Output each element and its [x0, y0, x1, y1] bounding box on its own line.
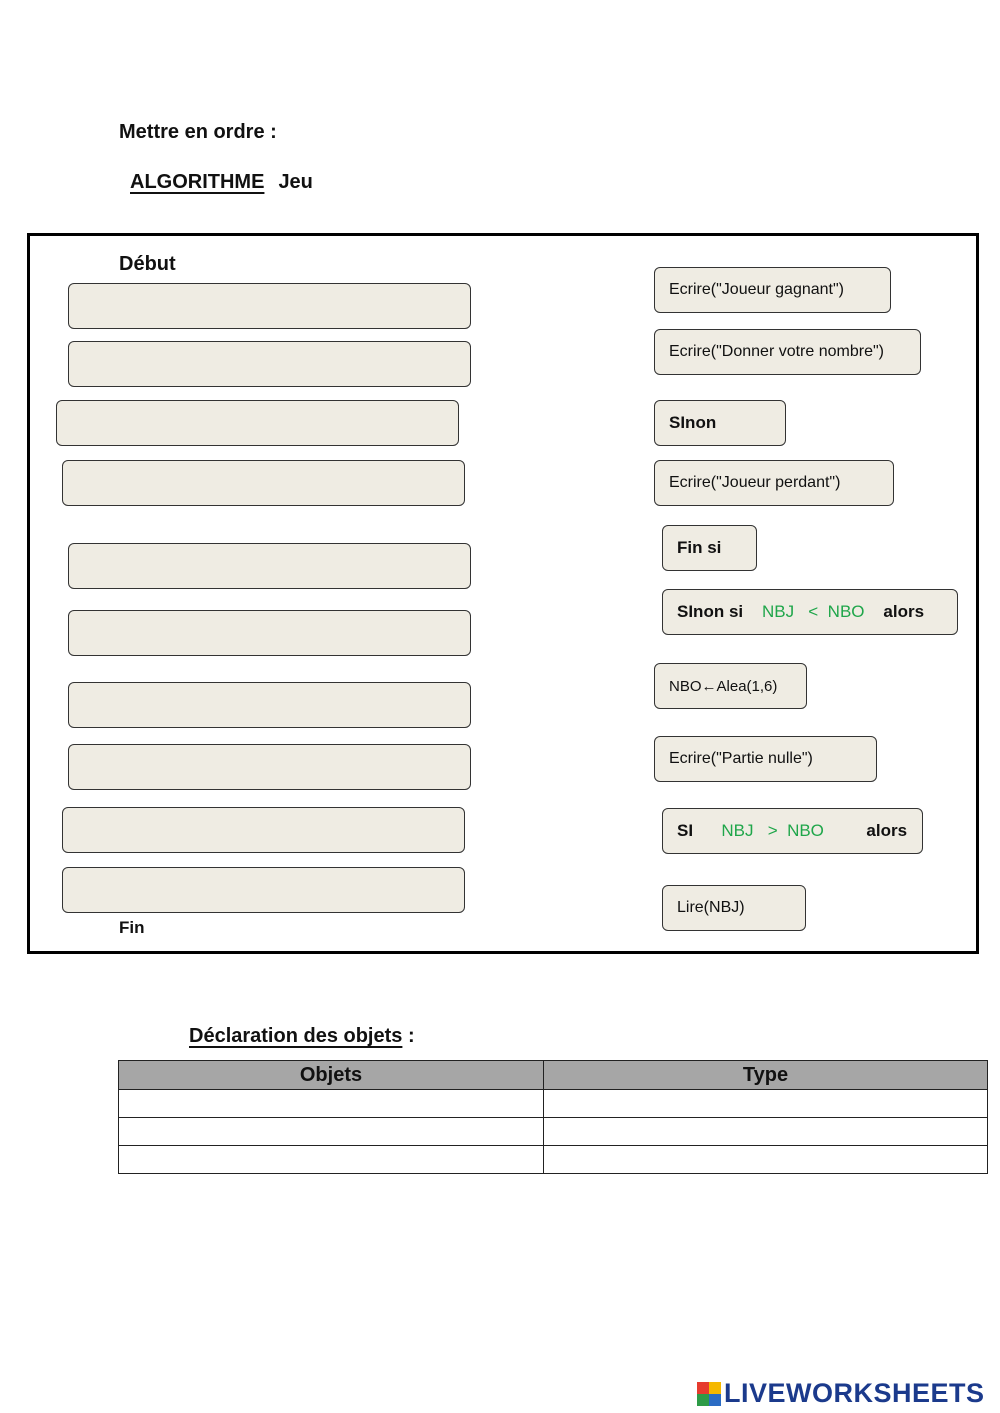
- answer-slot-2[interactable]: [68, 341, 471, 387]
- card-text: SInon: [669, 413, 717, 432]
- answer-slot-6[interactable]: [68, 610, 471, 656]
- assign-arrow-icon: ←: [701, 677, 717, 695]
- answer-slot-9[interactable]: [62, 807, 465, 853]
- algorithm-name: Jeu: [278, 171, 313, 193]
- type-input-cell[interactable]: [544, 1118, 988, 1146]
- card-fin-si[interactable]: [662, 525, 757, 571]
- table-header-row: [119, 1061, 988, 1090]
- card-text: Ecrire("Donner votre nombre"): [669, 343, 884, 360]
- objets-input-cell[interactable]: [119, 1090, 544, 1118]
- card-text: Fin si: [677, 538, 722, 557]
- card-text: Lire(NBJ): [677, 899, 745, 916]
- table-row: [119, 1146, 988, 1174]
- logo-mark-square: [709, 1382, 721, 1394]
- card-keyword: SI: [677, 821, 722, 840]
- card-ecrire-joueur-perdant[interactable]: [654, 460, 894, 506]
- answer-slot-4[interactable]: [62, 460, 465, 506]
- instruction-heading: Mettre en ordre :: [119, 121, 277, 143]
- answer-slot-1[interactable]: [68, 283, 471, 329]
- logo-mark-icon: [697, 1382, 721, 1406]
- card-condition: NBJ > NBO: [721, 821, 824, 840]
- column-header-type: Type: [544, 1061, 988, 1090]
- card-text: NBO: [669, 677, 702, 695]
- column-header-objets: Objets: [119, 1061, 544, 1090]
- card-si[interactable]: [662, 808, 923, 854]
- answer-slot-5[interactable]: [68, 543, 471, 589]
- logo-text: LIVEWORKSHEETS: [724, 1378, 985, 1408]
- card-keyword-alors: alors: [864, 602, 925, 621]
- algorithm-keyword: ALGORITHME: [130, 171, 265, 193]
- declaration-heading: [189, 1025, 415, 1048]
- card-text: Ecrire("Joueur gagnant"): [669, 281, 844, 298]
- card-ecrire-partie-nulle[interactable]: [654, 736, 877, 782]
- card-keyword-alors: alors: [823, 821, 908, 840]
- answer-slot-7[interactable]: [68, 682, 471, 728]
- card-text: Ecrire("Joueur perdant"): [669, 474, 841, 491]
- card-ecrire-donner-nombre[interactable]: [654, 329, 921, 375]
- card-ecrire-joueur-gagnant[interactable]: [654, 267, 891, 313]
- answer-slot-8[interactable]: [68, 744, 471, 790]
- answer-slot-10[interactable]: [62, 867, 465, 913]
- card-condition: NBJ < NBO: [762, 602, 865, 621]
- logo-mark-square: [709, 1394, 721, 1406]
- declaration-table: [118, 1060, 988, 1174]
- card-lire-nbj[interactable]: [662, 885, 806, 931]
- answer-slot-3[interactable]: [56, 400, 459, 446]
- type-input-cell[interactable]: [544, 1146, 988, 1174]
- declaration-title: Déclaration des objets: [189, 1025, 403, 1047]
- card-nbo-alea[interactable]: [654, 663, 807, 709]
- liveworksheets-logo: [697, 1378, 985, 1409]
- objets-input-cell[interactable]: [119, 1146, 544, 1174]
- algorithm-header: [130, 171, 313, 194]
- card-sinon-si[interactable]: [662, 589, 958, 635]
- card-text: Alea(1,6): [716, 677, 778, 695]
- table-row: [119, 1090, 988, 1118]
- card-keyword: SInon si: [677, 602, 763, 621]
- objets-input-cell[interactable]: [119, 1118, 544, 1146]
- end-label: Fin: [119, 918, 145, 937]
- logo-mark-square: [697, 1382, 709, 1394]
- card-sinon[interactable]: [654, 400, 786, 446]
- logo-mark-square: [697, 1394, 709, 1406]
- card-text: Ecrire("Partie nulle"): [669, 750, 813, 767]
- type-input-cell[interactable]: [544, 1090, 988, 1118]
- table-row: [119, 1118, 988, 1146]
- declaration-colon: :: [402, 1025, 415, 1047]
- begin-label: Début: [119, 253, 176, 275]
